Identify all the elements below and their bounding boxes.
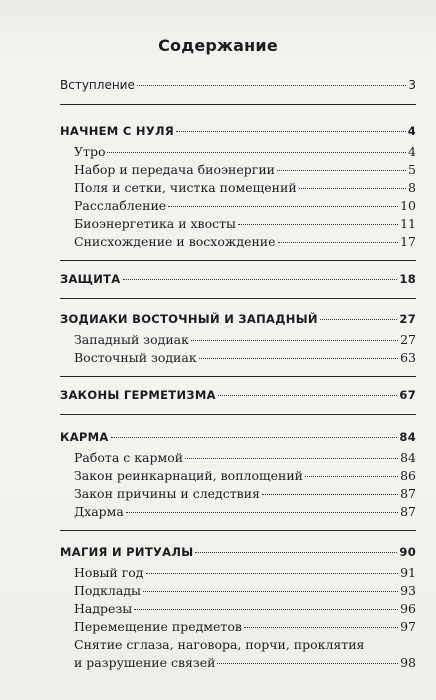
section-divider (60, 530, 416, 531)
toc-subentry-label: Снисхождение и восхождение (74, 234, 276, 249)
toc-subentry (74, 619, 416, 637)
dot-leader (134, 609, 398, 610)
toc-subentry-label: Подклады (74, 583, 141, 598)
dot-leader (305, 476, 398, 477)
toc-page-number: 98 (400, 655, 416, 670)
toc-page-number: 67 (399, 388, 416, 402)
section-divider (60, 104, 416, 105)
dot-leader (262, 494, 398, 495)
toc-section-karma (60, 430, 416, 448)
dot-leader (320, 319, 398, 320)
toc-page-number: 97 (400, 619, 416, 634)
toc-page-number: 87 (400, 486, 416, 501)
dot-leader (218, 395, 398, 396)
toc-subentry (74, 601, 416, 619)
toc-page-number: 90 (399, 545, 416, 559)
toc-subentry (74, 655, 416, 673)
section-divider (60, 260, 416, 261)
section-divider (60, 414, 416, 415)
toc-page-number: 4 (407, 124, 416, 138)
dot-leader (176, 131, 406, 132)
toc-subentry (74, 583, 416, 601)
dot-leader (143, 591, 398, 592)
toc-subentry (74, 162, 416, 180)
toc-subentry (74, 468, 416, 486)
page-title: Содержание (158, 36, 278, 55)
toc-page-number: 63 (400, 350, 416, 365)
toc-page-number: 86 (400, 468, 416, 483)
dot-leader (107, 152, 406, 153)
toc-subentry-label: Дхарма (74, 504, 124, 519)
toc-section-label: НАЧНЕМ С НУЛЯ (60, 124, 174, 138)
toc-subentry-label: Работа с кармой (74, 450, 184, 465)
toc-subentry (74, 450, 416, 468)
toc-page-number: 4 (408, 144, 416, 159)
toc-section-protection (60, 272, 416, 290)
toc-subentry-label: Восточный зодиак (74, 350, 197, 365)
toc-page-number: 11 (400, 216, 416, 231)
toc-section-zodiacs (60, 312, 416, 330)
toc-page-number: 96 (400, 601, 416, 616)
toc-subentry-label: Утро (74, 144, 106, 159)
section-divider (60, 376, 416, 377)
toc-subentry (74, 350, 416, 368)
dot-leader (126, 512, 398, 513)
toc-subentry (74, 565, 416, 583)
toc-subentry (74, 332, 416, 350)
dot-leader (217, 663, 398, 664)
toc-section-label: КАРМА (60, 430, 109, 444)
toc-page-number: 3 (408, 78, 416, 92)
toc-subentry (74, 144, 416, 162)
dot-leader (185, 458, 398, 459)
dot-leader (299, 188, 406, 189)
dot-leader (278, 242, 399, 243)
toc-entry-label: Вступление (60, 78, 135, 92)
dot-leader (146, 573, 399, 574)
toc-subentry-label: Набор и передача биоэнергии (74, 162, 275, 177)
toc-subentry (74, 504, 416, 522)
toc-subentry-label: Закон причины и следствия (74, 486, 260, 501)
toc-subentry-label: Биоэнергетика и хвосты (74, 216, 236, 231)
dot-leader (168, 206, 398, 207)
toc-page-number: 18 (399, 272, 416, 286)
dot-leader (195, 552, 397, 553)
toc-section-start-from-zero (60, 124, 416, 142)
section-divider (60, 298, 416, 299)
toc-subentry (74, 180, 416, 198)
toc-subentry-label: Новый год (74, 565, 144, 580)
toc-page-number: 87 (400, 504, 416, 519)
toc-entry-introduction (60, 78, 416, 96)
toc-page-number: 27 (400, 332, 416, 347)
dot-leader (199, 358, 398, 359)
dot-leader (244, 627, 398, 628)
toc-subentry-label: Западный зодиак (74, 332, 189, 347)
toc-page-number: 27 (399, 312, 416, 326)
toc-subentry (74, 486, 416, 504)
toc-subentry-label: и разрушение связей (74, 655, 216, 670)
dot-leader (238, 224, 398, 225)
toc-section-label: ЗАКОНЫ ГЕРМЕТИЗМА (60, 388, 216, 402)
toc-section-magic-rituals (60, 545, 416, 563)
toc-subentry-label: Надрезы (74, 601, 133, 616)
toc-page-number: 17 (400, 234, 416, 249)
dot-leader (191, 340, 398, 341)
dot-leader (277, 170, 406, 171)
toc-section-label: ЗОДИАКИ ВОСТОЧНЫЙ И ЗАПАДНЫЙ (60, 312, 318, 326)
toc-subentry-label: Расслабление (74, 198, 167, 213)
toc-subentry-label: Поля и сетки, чистка помещений (74, 180, 297, 195)
dot-leader (137, 85, 407, 86)
dot-leader (123, 279, 398, 280)
toc-subentry-first-line (74, 637, 416, 655)
toc-page-number: 84 (399, 430, 416, 444)
toc-page-number: 91 (400, 565, 416, 580)
toc-section-hermetic-laws (60, 388, 416, 406)
toc-section-label: МАГИЯ И РИТУАЛЫ (60, 545, 194, 559)
toc-page-number: 5 (408, 162, 416, 177)
toc-page-number: 93 (400, 583, 416, 598)
toc-subentry-label: Перемещение предметов (74, 619, 242, 634)
toc-page-number: 8 (408, 180, 416, 195)
dot-leader (111, 437, 398, 438)
toc-section-label: ЗАЩИТА (60, 272, 121, 286)
toc-page-number: 10 (400, 198, 416, 213)
toc-subentry (74, 216, 416, 234)
toc-subentry-label: Закон реинкарнаций, воплощений (74, 468, 304, 483)
toc-subentry (74, 198, 416, 216)
toc-page-number: 84 (400, 450, 416, 465)
toc-subentry-label: Снятие сглаза, наговора, порчи, проклятия (74, 637, 365, 652)
toc-subentry (74, 234, 416, 252)
